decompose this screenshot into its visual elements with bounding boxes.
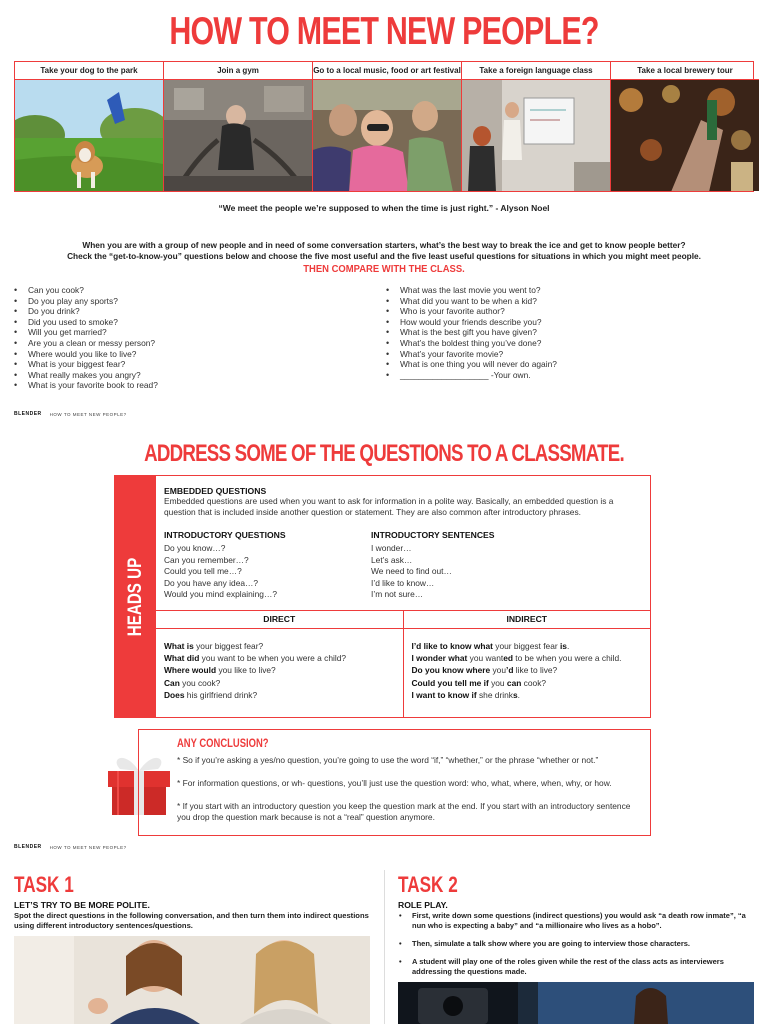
- list-item: • ___________________ -Your own.: [386, 370, 557, 381]
- instructions: [40, 240, 728, 262]
- heads-up-label: HEADS UP: [124, 557, 146, 636]
- list-item: • What was the last movie you went to?: [386, 285, 557, 296]
- footer-text: HOW TO MEET NEW PEOPLE?: [49, 411, 127, 417]
- intro-questions-col: [164, 530, 371, 601]
- direct-example: Where would you like to live?: [164, 665, 276, 676]
- activity-caption: Take a local brewery tour: [611, 62, 759, 80]
- dog-park-photo: [15, 80, 163, 191]
- festival-photo: [313, 80, 461, 191]
- list-item: Could you tell me…?: [164, 566, 242, 576]
- list-item: Let’s ask…: [371, 554, 413, 565]
- activity-brewery-tour: [611, 62, 759, 191]
- list-item: • Did you used to smoke?: [14, 317, 158, 328]
- indirect-example: I want to know if she drinks.: [411, 689, 520, 700]
- questions-list-left: [14, 285, 158, 391]
- activity-caption: Take a foreign language class: [462, 62, 610, 80]
- brand-logo: BLENDER: [14, 844, 42, 850]
- direct-example: What did you want to be when you were a child?: [164, 653, 347, 664]
- direct-column: [156, 611, 403, 718]
- list-item: Would you mind explaining…?: [164, 589, 277, 599]
- list-item: • What’s your favorite movie?: [386, 349, 557, 360]
- footer-brand: [14, 844, 127, 850]
- list-item: • What is your biggest fear?: [14, 359, 158, 370]
- compare-heading: THEN COMPARE WITH THE CLASS.: [303, 263, 465, 275]
- page-title: HOW TO MEET NEW PEOPLE?: [169, 10, 599, 53]
- list-item: • Do you drink?: [14, 306, 158, 317]
- list-item: • Then, simulate a talk show where you are going to interview those characters.: [398, 939, 754, 949]
- indirect-example: Do you know where you’d like to live?: [411, 665, 558, 676]
- activity-festival: [313, 62, 462, 191]
- activity-dog-park: [15, 62, 164, 191]
- language-class-photo: [462, 80, 610, 191]
- list-item: We need to find out…: [371, 566, 452, 576]
- list-item: I’m not sure…: [371, 589, 424, 599]
- list-item: • Can you cook?: [14, 285, 158, 296]
- list-item: • Are you a clean or messy person?: [14, 338, 158, 349]
- direct-example: What is your biggest fear?: [164, 641, 264, 651]
- questions-list-right: [386, 285, 557, 380]
- conclusion-box: [138, 729, 651, 836]
- list-item: • Do you play any sports?: [14, 296, 158, 307]
- task2-subtitle: ROLE PLAY.: [398, 900, 448, 910]
- conclusion-title: ANY CONCLUSION?: [177, 738, 269, 750]
- indirect-header: INDIRECT: [404, 611, 651, 629]
- task2-title: TASK 2: [398, 872, 458, 897]
- list-item: • What really makes you angry?: [14, 370, 158, 381]
- intro-sentences-col: [371, 530, 631, 601]
- list-item: • What did you want to be when a kid?: [386, 296, 557, 307]
- instructions-line-1: When you are with a group of new people and in need of some conversation starters, what’s the best way to break the ice and get to know people better?: [82, 240, 686, 250]
- talk-show-photo: [398, 982, 754, 1024]
- task1-text: Spot the direct questions in the following conversation, and then turn them into indirect questions using different introductory sentences/questions.: [14, 911, 369, 930]
- conclusion-point-2: * For information questions, or wh- questions, you’ll just use the question word: who, what, where, when, why, or how.: [177, 778, 612, 788]
- embedded-title: EMBEDDED QUESTIONS: [164, 486, 267, 496]
- gym-photo: [164, 80, 312, 191]
- footer-text: HOW TO MEET NEW PEOPLE?: [49, 844, 127, 850]
- indirect-example: I wonder what you wanted to be when you were a child.: [411, 653, 622, 664]
- section-title: ADDRESS SOME OF THE QUESTIONS TO A CLASSMATE.: [144, 440, 624, 467]
- activity-caption: Take your dog to the park: [15, 62, 163, 80]
- embedded-questions-section: [164, 486, 644, 601]
- list-item: • First, write down some questions (indirect questions) you would ask “a death row inmate”, “a nun who is expecting a baby” and “a millionaire who lives as a hobo”.: [398, 911, 754, 931]
- list-item: Can you remember…?: [164, 554, 249, 565]
- direct-example: Does his girlfriend drink?: [164, 689, 258, 700]
- list-item: • What is the best gift you have given?: [386, 327, 557, 338]
- activity-language-class: [462, 62, 611, 191]
- list-item: I wonder…: [371, 543, 412, 553]
- embedded-text: Embedded questions are used when you want to ask for information in a polite way. Basically, an embedded question is a question that is included inside another question or statement. They are also common after introductory phrases.: [164, 496, 614, 517]
- indirect-column: [403, 611, 651, 718]
- activity-caption: Go to a local music, food or art festival: [313, 62, 461, 80]
- indirect-example: Could you tell me if you can cook?: [411, 677, 547, 688]
- conclusion-point-3: * If you start with an introductory question you keep the question mark at the end. If you start with an introductory sentence you drop the question mark because is not a “real” question anymore.: [177, 801, 631, 822]
- intro-questions-title: INTRODUCTORY QUESTIONS: [164, 530, 286, 540]
- conclusion-point-1: * So if you’re asking a yes/no question, you’re going to use the word “if,” “whether,” or the phrase “whether or not.”: [177, 755, 599, 765]
- list-item: • What is one thing you will never do again?: [386, 359, 557, 370]
- task1-title: TASK 1: [14, 872, 74, 897]
- list-item: • Will you get married?: [14, 327, 158, 338]
- intro-sentences-title: INTRODUCTORY SENTENCES: [371, 530, 495, 540]
- indirect-example: I’d like to know what your biggest fear is.: [411, 641, 570, 651]
- heads-up-box: [114, 475, 651, 718]
- list-item: • Where would you like to live?: [14, 349, 158, 360]
- list-item: • What is your favorite book to read?: [14, 380, 158, 391]
- list-item: I’d like to know…: [371, 577, 435, 588]
- list-item: • Who is your favorite author?: [386, 306, 557, 317]
- instructions-line-2: Check the “get-to-know-you” questions below and choose the five most useful and the five least useful questions for situations in which you might meet people.: [67, 251, 701, 261]
- brand-logo: BLENDER: [14, 411, 42, 417]
- brewery-photo: [611, 80, 759, 191]
- activity-photo-strip: [14, 61, 754, 192]
- direct-example: Can you cook?: [164, 677, 221, 688]
- list-item: Do you know…?: [164, 543, 226, 553]
- activity-gym: [164, 62, 313, 191]
- list-item: • A student will play one of the roles given while the rest of the class acts as interviewers addressing the questions made.: [398, 957, 754, 977]
- quote: “We meet the people we’re supposed to when the time is just right.” - Alyson Noel: [218, 203, 550, 213]
- task-divider: [384, 870, 385, 1024]
- task1-subtitle: LET’S TRY TO BE MORE POLITE.: [14, 900, 150, 910]
- conversation-photo: [14, 936, 370, 1024]
- direct-indirect-table: [156, 610, 650, 718]
- heads-up-side-bar: [115, 476, 156, 717]
- list-item: Do you have any idea…?: [164, 577, 259, 588]
- direct-header: DIRECT: [156, 611, 403, 629]
- footer-brand: [14, 411, 127, 417]
- list-item: • How would your friends describe you?: [386, 317, 557, 328]
- activity-caption: Join a gym: [164, 62, 312, 80]
- task2-list: [398, 911, 754, 985]
- list-item: • What’s the boldest thing you’ve done?: [386, 338, 557, 349]
